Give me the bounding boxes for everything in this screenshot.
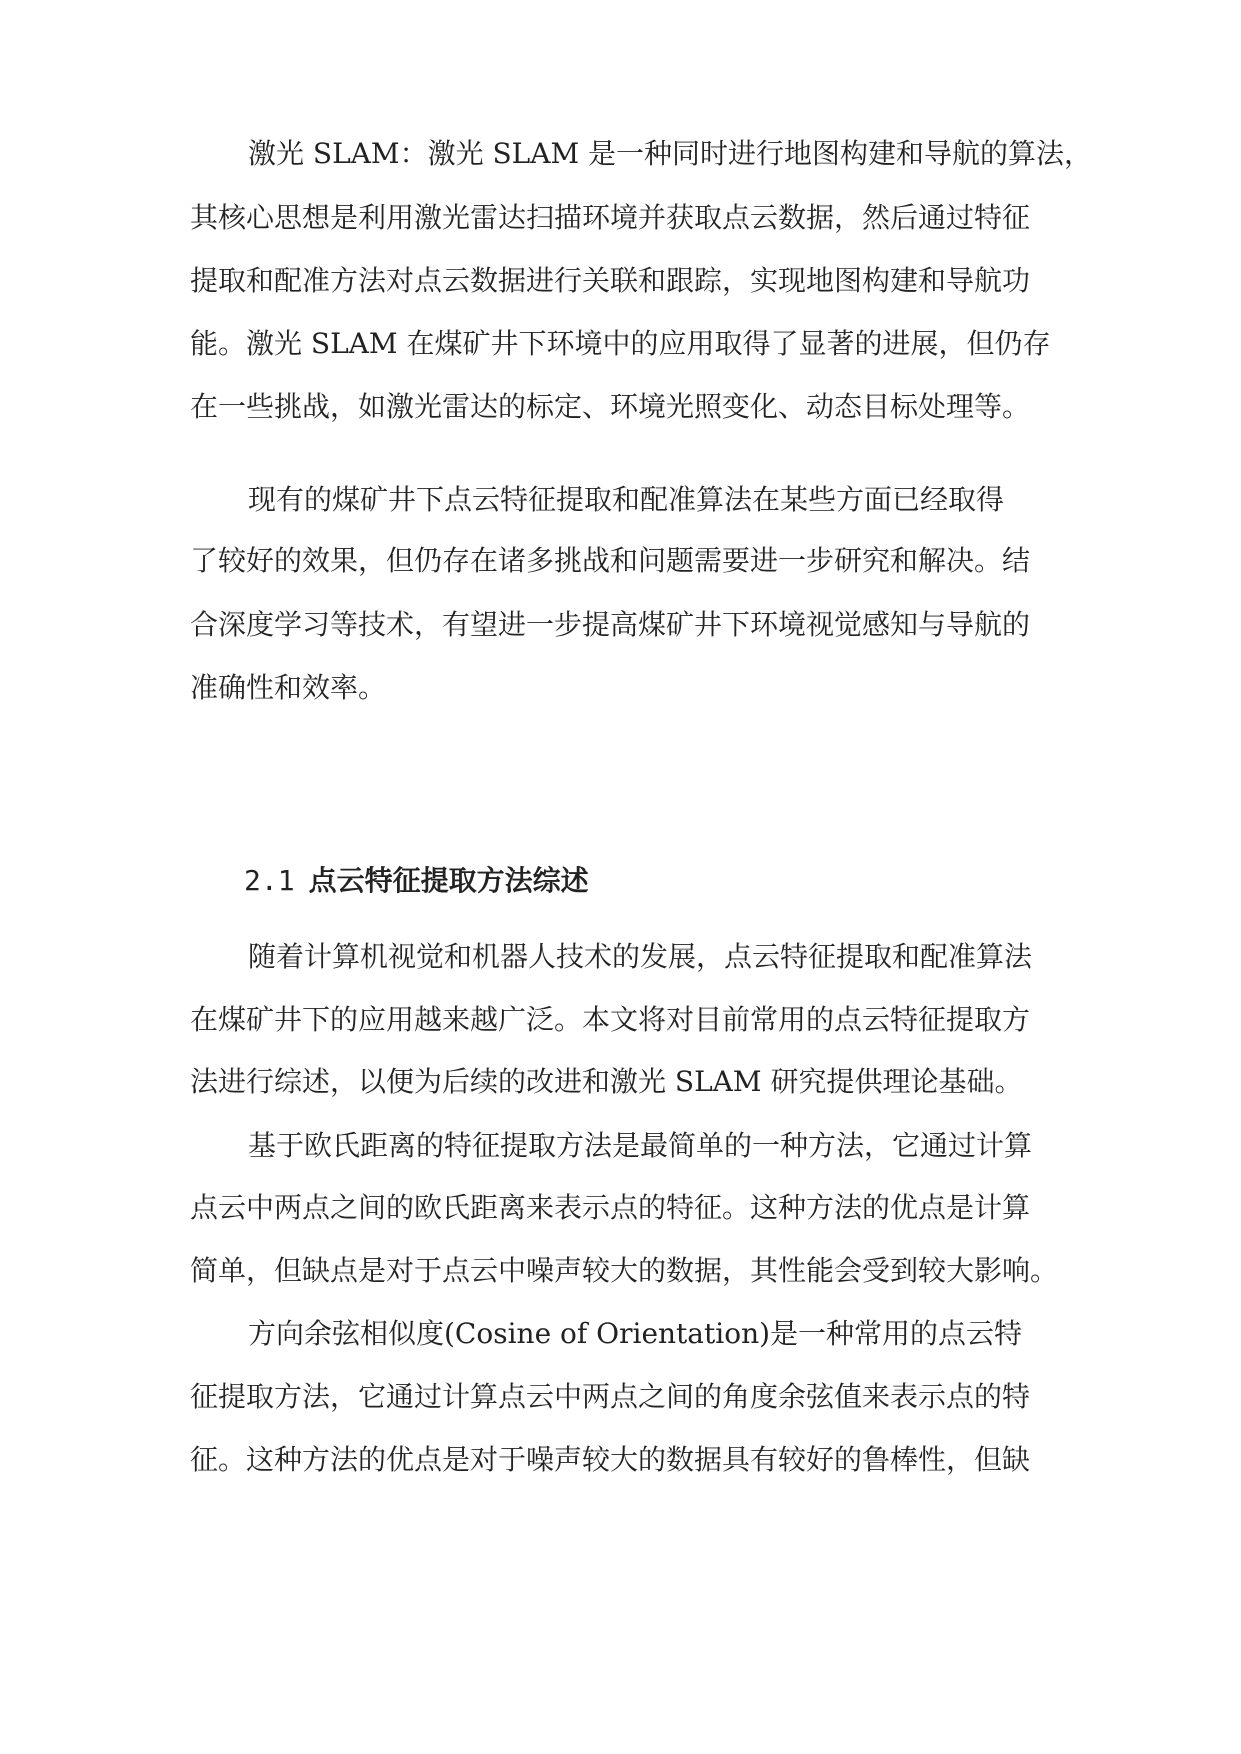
section-heading xyxy=(244,861,589,901)
paragraph-4-line-2: 点云中两点之间的欧氏距离来表示点的特征。这种方法的优点是计算 xyxy=(190,1191,1031,1224)
paragraph-2-line-3: 合深度学习等技术，有望进一步提高煤矿井下环境视觉感知与导航的 xyxy=(190,608,1031,641)
paragraph-1-line-4: 能。激光 SLAM 在煤矿井下环境中的应用取得了显著的进展，但仍存 xyxy=(190,327,1051,360)
paragraph-1-line-1: 激光 SLAM：激光 SLAM 是一种同时进行地图构建和导航的算法， xyxy=(248,137,1093,170)
paragraph-3-line-3: 法进行综述，以便为后续的改进和激光 SLAM 研究提供理论基础。 xyxy=(190,1065,1023,1098)
paragraph-1-line-2: 其核心思想是利用激光雷达扫描环境并获取点云数据，然后通过特征 xyxy=(190,201,1031,234)
paragraph-2-line-4: 准确性和效率。 xyxy=(190,671,387,704)
paragraph-1-line-5: 在一些挑战，如激光雷达的标定、环境光照变化、动态目标处理等。 xyxy=(190,390,1031,423)
paragraph-5-line-3: 征。这种方法的优点是对于噪声较大的数据具有较好的鲁棒性，但缺 xyxy=(190,1443,1031,1476)
paragraph-4-line-1: 基于欧氏距离的特征提取方法是最简单的一种方法，它通过计算 xyxy=(248,1129,1033,1162)
paragraph-3-line-1: 随着计算机视觉和机器人技术的发展，点云特征提取和配准算法 xyxy=(248,940,1033,973)
paragraph-2-line-2: 了较好的效果，但仍存在诸多挑战和问题需要进一步研究和解决。结 xyxy=(190,544,1031,577)
paragraph-4-line-3: 简单，但缺点是对于点云中噪声较大的数据，其性能会受到较大影响。 xyxy=(190,1254,1059,1287)
section-number: 2.1 xyxy=(244,864,295,897)
paragraph-5-line-2: 征提取方法，它通过计算点云中两点之间的角度余弦值来表示点的特 xyxy=(190,1380,1031,1413)
paragraph-5-line-1: 方向余弦相似度(Cosine of Orientation)是一种常用的点云特 xyxy=(248,1317,1023,1350)
paragraph-2-line-1: 现有的煤矿井下点云特征提取和配准算法在某些方面已经取得 xyxy=(248,483,1005,516)
paragraph-3-line-2: 在煤矿井下的应用越来越广泛。本文将对目前常用的点云特征提取方 xyxy=(190,1003,1031,1036)
section-title: 点云特征提取方法综述 xyxy=(308,864,589,897)
paragraph-1-line-3: 提取和配准方法对点云数据进行关联和跟踪，实现地图构建和导航功 xyxy=(190,264,1031,297)
